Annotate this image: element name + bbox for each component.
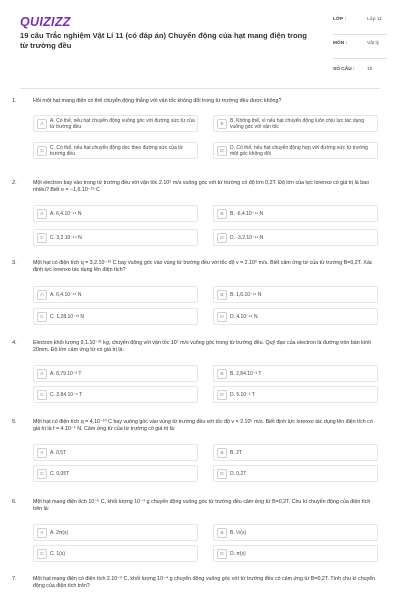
option-text: B. 2,84.10⁻³ T bbox=[230, 371, 262, 377]
question-number: 4. bbox=[12, 340, 17, 346]
option-d[interactable] bbox=[213, 308, 378, 325]
header-divider bbox=[20, 88, 380, 89]
option-letter: D bbox=[217, 146, 227, 156]
option-c[interactable] bbox=[33, 142, 198, 159]
option-letter: C bbox=[37, 312, 47, 322]
option-text: A. 0,5T bbox=[50, 450, 67, 456]
option-text: B. -6,4.10⁻¹⁴ N bbox=[230, 211, 264, 217]
count-value: 19 bbox=[367, 67, 373, 72]
option-c[interactable] bbox=[33, 465, 198, 482]
question-number: 7. bbox=[12, 576, 17, 582]
question-text: Một electron bay vào trong từ trường đều với vận tốc 2.10⁶ m/s vuông góc với từ trường có độ lớn 0,2T. Độ lớn của lực lorenxo có giá trị là bao nhiêu? Biết e = −1,6.10⁻¹⁹ C bbox=[33, 180, 370, 194]
option-letter: B bbox=[217, 119, 227, 129]
option-letter: C bbox=[37, 469, 47, 479]
option-letter: B bbox=[217, 369, 227, 379]
option-text: D. π(s) bbox=[230, 551, 246, 557]
option-text: C. 2,84.10⁻⁵ T bbox=[50, 392, 83, 398]
option-letter: B bbox=[217, 209, 227, 219]
option-text: D. -3,2.10⁻¹⁴ N bbox=[230, 235, 264, 241]
question-text: Một hạt có điện tích q = 3,2.10⁻¹⁹ C bay vuông góc vào vùng từ trường đều với tốc độ v = 2.10⁶ m/s. Biết cảm ứng từ của từ trường B=0,2T. Xác định lực lorenxo tác dụng lên điện tích? bbox=[33, 260, 373, 274]
option-c[interactable] bbox=[33, 229, 198, 246]
question-5 bbox=[12, 419, 388, 489]
option-text: C. 3,2.10⁻¹⁴ N bbox=[50, 235, 82, 241]
option-d[interactable] bbox=[213, 386, 378, 403]
option-text: B. 1,6.10⁻¹⁴ N bbox=[230, 292, 262, 298]
question-1 bbox=[12, 98, 388, 168]
option-letter: A bbox=[37, 209, 47, 219]
option-c[interactable] bbox=[33, 308, 198, 325]
option-a[interactable] bbox=[33, 444, 198, 461]
option-text: C. Có thể, nếu hạt chuyển động dọc theo đường sức của từ trường đều bbox=[50, 145, 183, 158]
question-number: 6. bbox=[12, 499, 17, 505]
option-letter: A bbox=[37, 528, 47, 538]
option-text: D. 5.10⁻³ T bbox=[230, 392, 255, 398]
option-b[interactable] bbox=[213, 444, 378, 461]
option-text: A. 6,4.10⁻¹⁴ N bbox=[50, 211, 82, 217]
meta-divider bbox=[333, 34, 387, 35]
option-letter: D bbox=[217, 312, 227, 322]
option-letter: D bbox=[217, 469, 227, 479]
option-letter: C bbox=[37, 233, 47, 243]
option-d[interactable] bbox=[213, 545, 378, 562]
option-letter: B bbox=[217, 290, 227, 300]
option-b[interactable] bbox=[213, 524, 378, 541]
option-text: D. 4.10⁻¹⁴ N bbox=[230, 314, 258, 320]
option-text: C. 1(s) bbox=[50, 551, 65, 557]
option-text: A. 6,4.10⁻¹⁴ N bbox=[50, 292, 82, 298]
quizizz-logo: QUIZIZZ bbox=[20, 15, 71, 29]
question-text: Một hạt có điện tích q = 4,10⁻¹⁰ C bay vuông góc vào vùng từ trường đều với tốc độ v = 2.10⁵ m/s. Biết định lực lorenxo tác dụng lên điện tích có giá trị là f = 4.10⁻⁵ N. Cảm ứng từ của từ trường có giá trị là: bbox=[33, 419, 373, 433]
option-text: B. 2T bbox=[230, 450, 242, 456]
option-d[interactable] bbox=[213, 229, 378, 246]
meta-divider bbox=[333, 58, 387, 59]
option-letter: C bbox=[37, 390, 47, 400]
class-label: LỚP : bbox=[333, 17, 347, 22]
option-text: B. ½(s) bbox=[230, 530, 247, 536]
document-title: 19 câu Trắc nghiệm Vật Lí 11 (có đáp án) Chuyển động của hạt mang điện trong từ trường đều bbox=[20, 31, 307, 50]
question-number: 3. bbox=[12, 260, 17, 266]
option-text: D. 0,2T bbox=[230, 471, 247, 477]
option-letter: C bbox=[37, 549, 47, 559]
option-a[interactable] bbox=[33, 365, 198, 382]
option-letter: A bbox=[37, 290, 47, 300]
option-letter: B bbox=[217, 528, 227, 538]
option-b[interactable] bbox=[213, 286, 378, 303]
option-letter: D bbox=[217, 233, 227, 243]
option-text: B. Không thể, vì nếu hạt chuyển động luôn chịu lực tác dụng vuông góc với vận tốc bbox=[230, 118, 364, 131]
question-text: Electron khối lượng 9,1.10⁻³¹ kg, chuyển động với vận tốc 10⁷ m/s vuông góc trong từ trường đều. Quỹ đạo của electron là đường tròn bán kính 20mm. Độ lớn cảm ứng từ có giá trị là: bbox=[33, 340, 372, 354]
count-label: SỐ CÂU : bbox=[333, 67, 355, 72]
question-2 bbox=[12, 180, 388, 250]
option-d[interactable] bbox=[213, 465, 378, 482]
option-letter: A bbox=[37, 369, 47, 379]
option-letter: C bbox=[37, 146, 47, 156]
option-text: A. 2π(s) bbox=[50, 530, 69, 536]
option-text: C. 0,05T bbox=[50, 471, 70, 477]
option-a[interactable] bbox=[33, 205, 198, 222]
question-number: 5. bbox=[12, 419, 17, 425]
option-text: C. 1,28.10⁻¹³ N bbox=[50, 314, 85, 320]
option-b[interactable] bbox=[213, 365, 378, 382]
option-a[interactable] bbox=[33, 115, 198, 132]
option-letter: D bbox=[217, 390, 227, 400]
document-header bbox=[0, 0, 400, 84]
question-4 bbox=[12, 340, 388, 410]
question-6 bbox=[12, 499, 388, 569]
subject-value: Vật lý bbox=[367, 41, 379, 46]
question-text: Một hạt mang điện có điện tích 2.10⁻⁶ C, khối lượng 10⁻⁴ g chuyển động vuông góc với từ trường đều có cảm ứng từ B=0,2T. Tính chu kì chuyển động của điện tích trên? bbox=[33, 576, 376, 590]
subject-label: MÔN : bbox=[333, 41, 348, 46]
option-c[interactable] bbox=[33, 386, 198, 403]
option-letter: A bbox=[37, 448, 47, 458]
question-7 bbox=[12, 576, 388, 598]
option-b[interactable] bbox=[213, 205, 378, 222]
option-text: D. Có thể, nếu hạt chuyển động hợp với đường sức từ trường một góc không đổi bbox=[230, 145, 368, 158]
option-b[interactable] bbox=[213, 115, 378, 132]
question-3 bbox=[12, 260, 388, 330]
option-c[interactable] bbox=[33, 545, 198, 562]
question-text: Một hạt mang điện tích 10⁻⁶ C, khối lượng 10⁻⁴ g chuyển động vuông góc từ trường đều cảm ứng từ B=0,2T. Chu kì chuyển động của điện tích trên là: bbox=[33, 499, 371, 513]
option-letter: A bbox=[37, 119, 47, 129]
question-number: 1. bbox=[12, 98, 17, 104]
class-value: Lớp 11 bbox=[367, 17, 382, 22]
question-number: 2. bbox=[12, 180, 17, 186]
option-text: A. 8,79.10⁻³ T bbox=[50, 371, 82, 377]
option-letter: B bbox=[217, 448, 227, 458]
option-text: A. Có thể, nếu hạt chuyển động vuông góc với đường sức từ của từ trường đều bbox=[50, 118, 195, 131]
option-a[interactable] bbox=[33, 286, 198, 303]
option-a[interactable] bbox=[33, 524, 198, 541]
question-text: Hỏi một hạt mang điện có thể chuyển động thẳng với vận tốc không đổi trong từ trường đều được không? bbox=[33, 98, 282, 104]
option-d[interactable] bbox=[213, 142, 378, 159]
option-letter: D bbox=[217, 549, 227, 559]
